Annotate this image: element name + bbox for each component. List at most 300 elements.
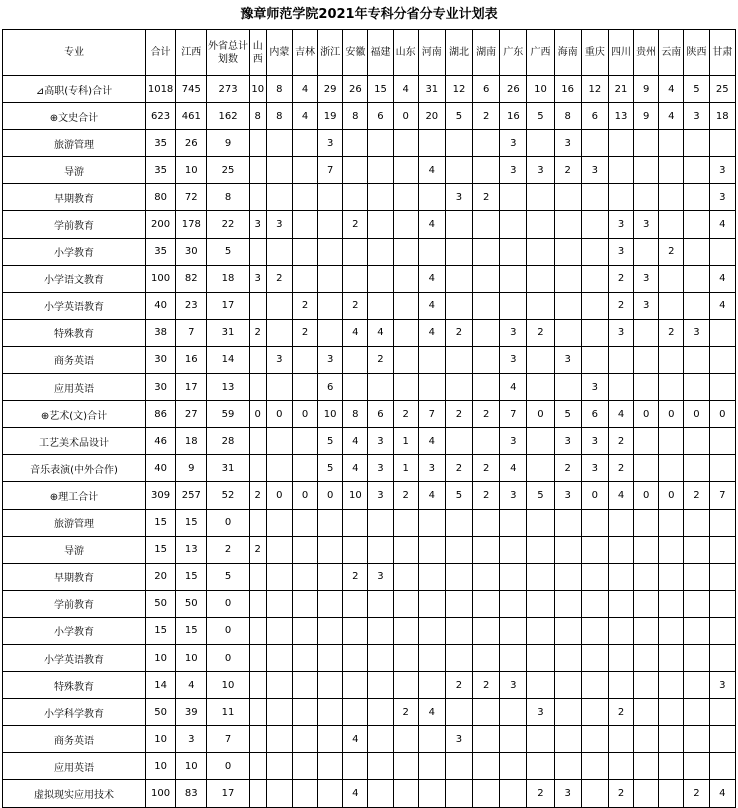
value-cell: 2: [343, 211, 368, 238]
value-cell: [249, 699, 266, 726]
value-cell: [634, 590, 659, 617]
value-cell: 30: [145, 374, 175, 401]
value-cell: [473, 292, 500, 319]
value-cell: [527, 428, 554, 455]
value-cell: 10: [249, 76, 266, 103]
value-cell: 25: [207, 157, 249, 184]
value-cell: [318, 780, 343, 807]
value-cell: [393, 265, 418, 292]
value-cell: [709, 319, 735, 346]
value-cell: [581, 563, 608, 590]
value-cell: [368, 672, 393, 699]
value-cell: 18: [176, 428, 207, 455]
value-cell: [368, 184, 393, 211]
value-cell: 6: [318, 374, 343, 401]
value-cell: [266, 157, 292, 184]
major-name-cell: 学前教育: [3, 211, 146, 238]
value-cell: 3: [684, 319, 709, 346]
value-cell: [266, 428, 292, 455]
value-cell: 8: [554, 103, 581, 130]
major-name-cell: ⊿高职(专科)合计: [3, 76, 146, 103]
value-cell: 18: [709, 103, 735, 130]
value-cell: [659, 590, 684, 617]
value-cell: [473, 374, 500, 401]
value-cell: [318, 319, 343, 346]
value-cell: 3: [527, 157, 554, 184]
table-row: [3, 238, 736, 265]
value-cell: [318, 292, 343, 319]
value-cell: 2: [249, 536, 266, 563]
value-cell: 9: [634, 103, 659, 130]
table-row: [3, 130, 736, 157]
table-row: [3, 76, 736, 103]
value-cell: [473, 130, 500, 157]
value-cell: [445, 130, 472, 157]
value-cell: [393, 536, 418, 563]
table-row: [3, 292, 736, 319]
header-cell: 内蒙: [266, 30, 292, 76]
value-cell: [527, 374, 554, 401]
value-cell: [709, 563, 735, 590]
value-cell: 29: [318, 76, 343, 103]
value-cell: [318, 672, 343, 699]
value-cell: 15: [145, 536, 175, 563]
value-cell: [418, 346, 445, 373]
value-cell: [318, 211, 343, 238]
value-cell: [249, 780, 266, 807]
value-cell: [500, 644, 527, 671]
value-cell: [318, 617, 343, 644]
value-cell: 46: [145, 428, 175, 455]
value-cell: 2: [266, 265, 292, 292]
value-cell: [292, 265, 317, 292]
value-cell: [393, 563, 418, 590]
value-cell: [659, 672, 684, 699]
value-cell: 20: [418, 103, 445, 130]
value-cell: [581, 184, 608, 211]
value-cell: 273: [207, 76, 249, 103]
value-cell: [581, 292, 608, 319]
value-cell: [343, 238, 368, 265]
value-cell: [659, 374, 684, 401]
value-cell: 2: [684, 482, 709, 509]
value-cell: 17: [207, 292, 249, 319]
value-cell: [500, 726, 527, 753]
value-cell: 5: [554, 401, 581, 428]
value-cell: 72: [176, 184, 207, 211]
value-cell: 200: [145, 211, 175, 238]
value-cell: [445, 644, 472, 671]
value-cell: [473, 617, 500, 644]
value-cell: [249, 672, 266, 699]
value-cell: 4: [368, 319, 393, 346]
value-cell: 178: [176, 211, 207, 238]
value-cell: [343, 509, 368, 536]
value-cell: [418, 753, 445, 780]
value-cell: [393, 644, 418, 671]
value-cell: [581, 265, 608, 292]
value-cell: [292, 238, 317, 265]
value-cell: [709, 753, 735, 780]
value-cell: 30: [145, 346, 175, 373]
value-cell: [634, 672, 659, 699]
value-cell: [527, 563, 554, 590]
value-cell: [368, 699, 393, 726]
value-cell: 5: [318, 428, 343, 455]
value-cell: [393, 672, 418, 699]
value-cell: 623: [145, 103, 175, 130]
value-cell: 13: [176, 536, 207, 563]
value-cell: [527, 644, 554, 671]
value-cell: [368, 536, 393, 563]
header-cell: 浙江: [318, 30, 343, 76]
value-cell: 2: [608, 292, 633, 319]
value-cell: 10: [176, 644, 207, 671]
value-cell: [554, 265, 581, 292]
header-row: [3, 30, 736, 76]
value-cell: [445, 428, 472, 455]
value-cell: 6: [581, 103, 608, 130]
table-row: [3, 482, 736, 509]
value-cell: 8: [266, 76, 292, 103]
value-cell: 11: [207, 699, 249, 726]
value-cell: 4: [709, 780, 735, 807]
value-cell: [659, 536, 684, 563]
value-cell: 3: [554, 346, 581, 373]
value-cell: 8: [249, 103, 266, 130]
value-cell: [527, 672, 554, 699]
value-cell: 3: [368, 563, 393, 590]
value-cell: 2: [292, 319, 317, 346]
value-cell: 5: [445, 103, 472, 130]
value-cell: 0: [709, 401, 735, 428]
value-cell: [659, 509, 684, 536]
value-cell: [554, 238, 581, 265]
value-cell: 3: [500, 319, 527, 346]
value-cell: [318, 753, 343, 780]
value-cell: [527, 590, 554, 617]
value-cell: [527, 455, 554, 482]
value-cell: 40: [145, 292, 175, 319]
value-cell: [249, 644, 266, 671]
value-cell: 25: [709, 76, 735, 103]
value-cell: [527, 292, 554, 319]
value-cell: 26: [500, 76, 527, 103]
value-cell: 0: [207, 753, 249, 780]
value-cell: [634, 157, 659, 184]
value-cell: 15: [176, 563, 207, 590]
value-cell: [249, 509, 266, 536]
major-name-cell: 小学教育: [3, 617, 146, 644]
value-cell: [266, 753, 292, 780]
value-cell: [368, 211, 393, 238]
value-cell: [634, 509, 659, 536]
header-cell: 湖南: [473, 30, 500, 76]
value-cell: [634, 726, 659, 753]
value-cell: 3: [709, 672, 735, 699]
value-cell: [266, 672, 292, 699]
value-cell: [684, 726, 709, 753]
value-cell: [554, 319, 581, 346]
value-cell: 2: [659, 319, 684, 346]
major-name-cell: 小学教育: [3, 238, 146, 265]
major-name-cell: 音乐表演(中外合作): [3, 455, 146, 482]
value-cell: 16: [176, 346, 207, 373]
value-cell: 4: [292, 103, 317, 130]
value-cell: 4: [418, 428, 445, 455]
value-cell: [709, 428, 735, 455]
value-cell: [318, 590, 343, 617]
value-cell: [554, 211, 581, 238]
value-cell: [393, 211, 418, 238]
value-cell: [709, 644, 735, 671]
value-cell: [249, 726, 266, 753]
value-cell: 2: [473, 401, 500, 428]
value-cell: [554, 292, 581, 319]
value-cell: [527, 726, 554, 753]
value-cell: 6: [581, 401, 608, 428]
value-cell: [500, 265, 527, 292]
value-cell: 23: [176, 292, 207, 319]
value-cell: [634, 699, 659, 726]
value-cell: 3: [709, 184, 735, 211]
value-cell: [684, 157, 709, 184]
value-cell: [473, 726, 500, 753]
value-cell: 3: [500, 346, 527, 373]
value-cell: 2: [473, 184, 500, 211]
value-cell: [500, 753, 527, 780]
value-cell: [659, 455, 684, 482]
value-cell: [554, 753, 581, 780]
value-cell: 14: [145, 672, 175, 699]
value-cell: 4: [418, 482, 445, 509]
value-cell: [418, 184, 445, 211]
value-cell: [581, 753, 608, 780]
value-cell: [368, 590, 393, 617]
value-cell: [554, 509, 581, 536]
value-cell: [581, 780, 608, 807]
value-cell: [318, 265, 343, 292]
value-cell: [292, 346, 317, 373]
table-row: [3, 211, 736, 238]
value-cell: [608, 346, 633, 373]
value-cell: [292, 455, 317, 482]
value-cell: 2: [608, 455, 633, 482]
major-name-cell: 应用英语: [3, 753, 146, 780]
value-cell: [473, 346, 500, 373]
value-cell: 10: [207, 672, 249, 699]
value-cell: [527, 753, 554, 780]
table-row: [3, 184, 736, 211]
value-cell: [554, 590, 581, 617]
value-cell: 3: [318, 346, 343, 373]
value-cell: [659, 617, 684, 644]
value-cell: [393, 617, 418, 644]
value-cell: [527, 238, 554, 265]
value-cell: [659, 780, 684, 807]
value-cell: [393, 319, 418, 346]
value-cell: 2: [473, 455, 500, 482]
value-cell: [393, 753, 418, 780]
table-row: [3, 726, 736, 753]
value-cell: 10: [343, 482, 368, 509]
header-cell: 贵州: [634, 30, 659, 76]
value-cell: 7: [176, 319, 207, 346]
table-row: [3, 563, 736, 590]
value-cell: [527, 617, 554, 644]
value-cell: [249, 238, 266, 265]
major-name-cell: 小学科学教育: [3, 699, 146, 726]
value-cell: [684, 374, 709, 401]
value-cell: 5: [527, 482, 554, 509]
value-cell: [527, 346, 554, 373]
value-cell: 5: [684, 76, 709, 103]
value-cell: [659, 699, 684, 726]
value-cell: [249, 346, 266, 373]
value-cell: [581, 238, 608, 265]
value-cell: [684, 455, 709, 482]
table-row: [3, 644, 736, 671]
value-cell: [318, 238, 343, 265]
value-cell: [473, 699, 500, 726]
value-cell: 3: [500, 130, 527, 157]
value-cell: 10: [176, 157, 207, 184]
value-cell: 3: [368, 428, 393, 455]
value-cell: 22: [207, 211, 249, 238]
value-cell: [418, 509, 445, 536]
value-cell: [500, 780, 527, 807]
value-cell: 6: [368, 401, 393, 428]
value-cell: [634, 319, 659, 346]
value-cell: 0: [207, 590, 249, 617]
value-cell: [343, 672, 368, 699]
value-cell: 0: [318, 482, 343, 509]
value-cell: 162: [207, 103, 249, 130]
value-cell: [445, 509, 472, 536]
value-cell: [418, 672, 445, 699]
value-cell: [659, 157, 684, 184]
value-cell: [343, 617, 368, 644]
value-cell: [249, 292, 266, 319]
value-cell: 0: [292, 482, 317, 509]
value-cell: 50: [145, 699, 175, 726]
value-cell: [634, 563, 659, 590]
value-cell: 50: [176, 590, 207, 617]
value-cell: [368, 292, 393, 319]
value-cell: 9: [176, 455, 207, 482]
value-cell: 3: [581, 455, 608, 482]
value-cell: [266, 455, 292, 482]
value-cell: [634, 780, 659, 807]
value-cell: [500, 292, 527, 319]
value-cell: 4: [343, 780, 368, 807]
value-cell: [684, 184, 709, 211]
value-cell: [266, 780, 292, 807]
value-cell: 31: [207, 319, 249, 346]
value-cell: 2: [445, 672, 472, 699]
value-cell: [418, 130, 445, 157]
value-cell: [292, 753, 317, 780]
value-cell: [554, 374, 581, 401]
value-cell: 2: [554, 157, 581, 184]
value-cell: [473, 265, 500, 292]
value-cell: [292, 509, 317, 536]
value-cell: [684, 211, 709, 238]
value-cell: [393, 238, 418, 265]
value-cell: [445, 292, 472, 319]
value-cell: [266, 238, 292, 265]
value-cell: 0: [393, 103, 418, 130]
value-cell: [266, 374, 292, 401]
value-cell: [634, 374, 659, 401]
value-cell: [684, 265, 709, 292]
value-cell: [608, 157, 633, 184]
value-cell: [445, 265, 472, 292]
value-cell: [249, 590, 266, 617]
value-cell: [393, 292, 418, 319]
value-cell: 10: [145, 726, 175, 753]
table-row: [3, 536, 736, 563]
value-cell: [473, 563, 500, 590]
value-cell: 1: [393, 428, 418, 455]
value-cell: 4: [343, 319, 368, 346]
value-cell: [608, 536, 633, 563]
value-cell: 3: [249, 265, 266, 292]
value-cell: [266, 726, 292, 753]
table-row: [3, 672, 736, 699]
table-row: [3, 374, 736, 401]
table-row: [3, 780, 736, 807]
value-cell: [266, 130, 292, 157]
value-cell: 82: [176, 265, 207, 292]
table-row: [3, 319, 736, 346]
value-cell: 16: [554, 76, 581, 103]
value-cell: 3: [445, 184, 472, 211]
header-cell: 湖北: [445, 30, 472, 76]
value-cell: [445, 780, 472, 807]
value-cell: [393, 130, 418, 157]
value-cell: 3: [176, 726, 207, 753]
value-cell: 2: [292, 292, 317, 319]
value-cell: 100: [145, 265, 175, 292]
header-cell: 山西: [249, 30, 266, 76]
value-cell: 4: [292, 76, 317, 103]
value-cell: [709, 455, 735, 482]
value-cell: 3: [368, 482, 393, 509]
value-cell: [500, 699, 527, 726]
value-cell: 15: [145, 509, 175, 536]
value-cell: 7: [418, 401, 445, 428]
major-name-cell: 商务英语: [3, 346, 146, 373]
value-cell: 2: [554, 455, 581, 482]
value-cell: [608, 563, 633, 590]
value-cell: 4: [418, 292, 445, 319]
value-cell: [634, 617, 659, 644]
value-cell: [659, 726, 684, 753]
value-cell: 3: [581, 157, 608, 184]
page-title: 豫章师范学院2021年专科分省分专业计划表: [240, 7, 498, 22]
value-cell: 4: [343, 455, 368, 482]
value-cell: 7: [207, 726, 249, 753]
value-cell: [684, 130, 709, 157]
value-cell: 2: [368, 346, 393, 373]
value-cell: 2: [608, 265, 633, 292]
value-cell: 9: [207, 130, 249, 157]
value-cell: 3: [634, 211, 659, 238]
value-cell: [266, 617, 292, 644]
value-cell: 2: [343, 563, 368, 590]
value-cell: [634, 455, 659, 482]
